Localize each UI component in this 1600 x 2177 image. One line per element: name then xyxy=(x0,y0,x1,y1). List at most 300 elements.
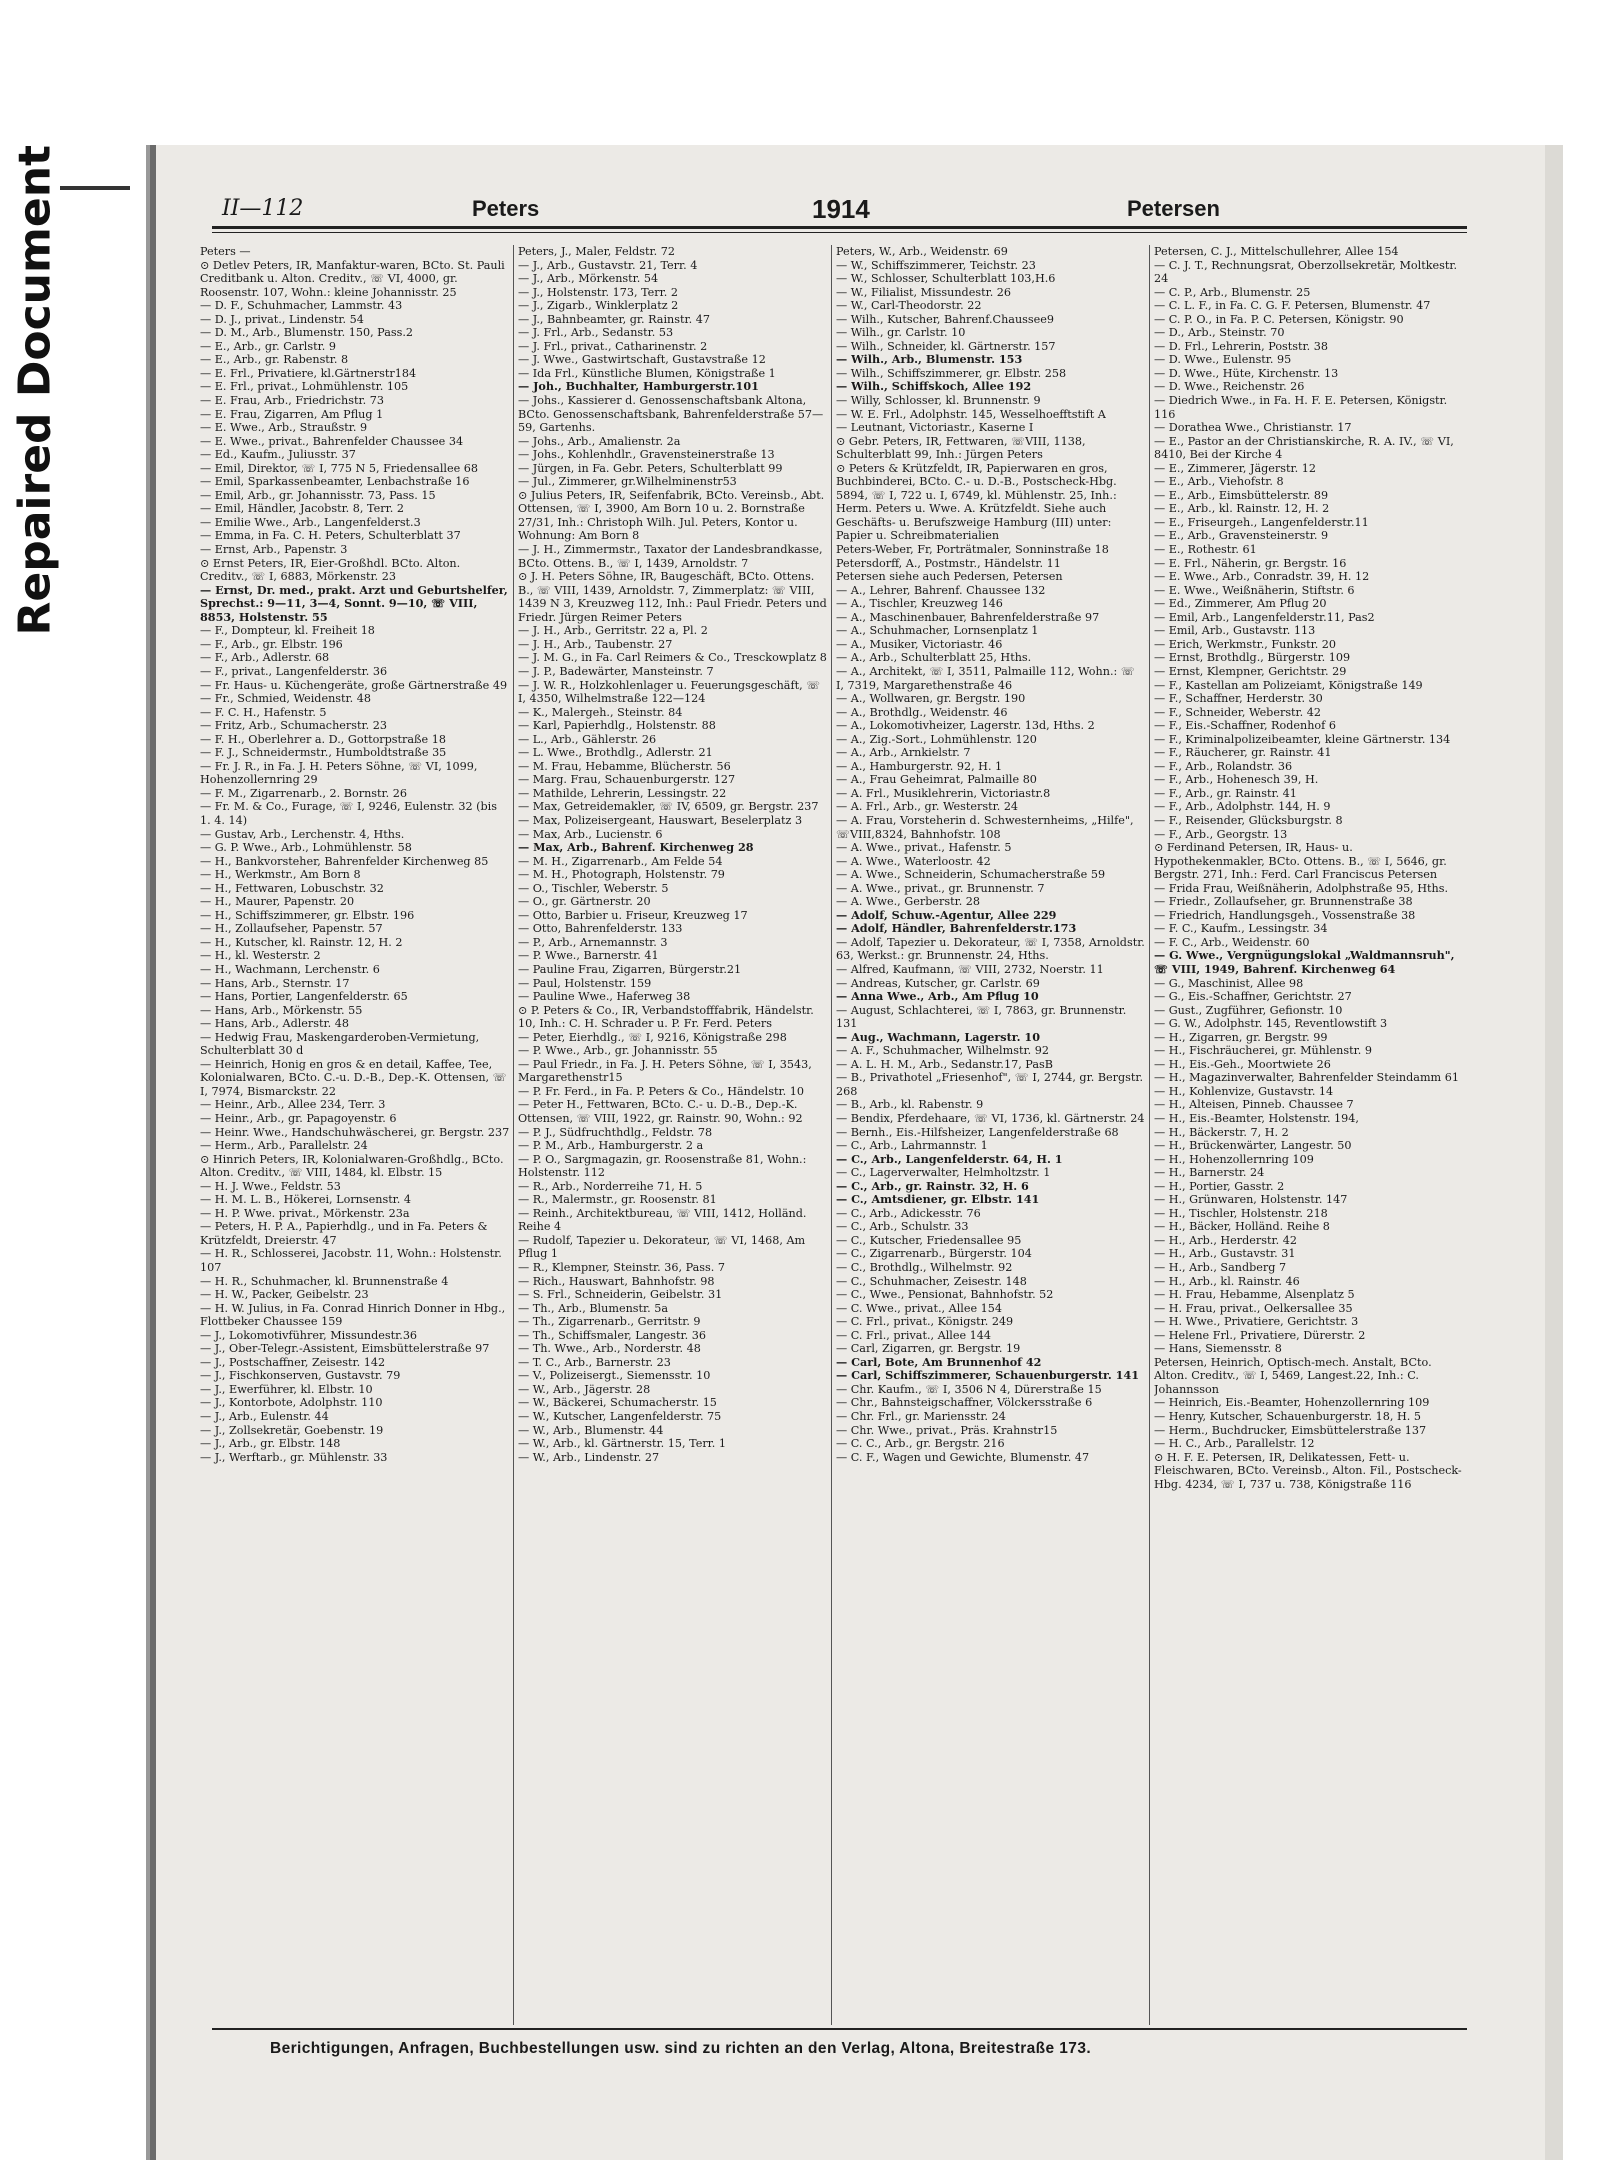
directory-entry: — Emil, Arb., gr. Johannisstr. 73, Pass. 15 xyxy=(200,488,436,502)
footer-notice: Berichtigungen, Anfragen, Buchbestellungen usw. sind zu richten an den Verlag, Altona, Breitestraße 173. xyxy=(270,2040,1092,2057)
directory-entry: ⊙ Hinrich Peters, IR, Kolonialwaren-Großhdlg., BCto. Alton. Creditv., ☏ VIII, 1484, kl. Elbstr. 15 xyxy=(200,1152,504,1180)
header-surname-right: Petersen xyxy=(1127,196,1220,221)
directory-entry: — H., Magazinverwalter, Bahrenfelder Steindamm 61 xyxy=(1154,1071,1459,1085)
directory-entry: — Paul, Holstenstr. 159 xyxy=(518,976,652,990)
directory-entry: — H., Zollaufseher, Papenstr. 57 xyxy=(200,922,383,936)
directory-entry: — Herm., Buchdrucker, Eimsbüttelerstraße 137 xyxy=(1154,1423,1427,1437)
directory-entry: — J., Arb., Gustavstr. 21, Terr. 4 xyxy=(518,258,698,272)
header-rule-thick xyxy=(212,226,1467,229)
directory-entry: — E., Arb., Gravensteinerstr. 9 xyxy=(1154,529,1329,543)
directory-entry: — Th., Zigarrenarb., Gerritstr. 9 xyxy=(518,1315,701,1329)
directory-entry: — H., kl. Westerstr. 2 xyxy=(200,949,321,963)
directory-entry: — W., Bäckerei, Schumacherstr. 15 xyxy=(518,1396,717,1410)
directory-entry: — Gust., Zugführer, Gefionstr. 10 xyxy=(1154,1003,1343,1017)
directory-entry: — C., Lagerverwalter, Helmholtzstr. 1 xyxy=(836,1166,1051,1180)
directory-entry: — C. Wwe., privat., Allee 154 xyxy=(836,1301,1003,1315)
directory-entry: — E. Frau, Arb., Friedrichstr. 73 xyxy=(200,394,384,408)
directory-entry: — H., Schiffszimmerer, gr. Elbstr. 196 xyxy=(200,908,415,922)
directory-entry: — Ernst, Arb., Papenstr. 3 xyxy=(200,543,348,557)
directory-entry: — P., Arb., Arnemannstr. 3 xyxy=(518,935,668,949)
directory-entry: — C., Arb., gr. Rainstr. 32, H. 6 xyxy=(836,1178,1029,1193)
directory-entry: — Bernh., Eis.-Hilfsheizer, Langenfelderstraße 68 xyxy=(836,1125,1119,1139)
directory-entry: — Heinrich, Honig en gros & en detail, Kaffee, Tee, Kolonialwaren, BCto. C.-u. D.-B., Dep.-K. Ottensen, ☏ I, 7974, Bismarckstr. 22 xyxy=(200,1057,507,1098)
directory-entry: — Wilh., gr. Carlstr. 10 xyxy=(836,326,966,340)
directory-entry: — H., Arb., Herderstr. 42 xyxy=(1154,1233,1297,1247)
directory-entry: — A., Schuhmacher, Lornsenplatz 1 xyxy=(836,624,1039,638)
directory-entry: — M. H., Zigarrenarb., Am Felde 54 xyxy=(518,854,723,868)
directory-entry: Peters — xyxy=(200,245,251,258)
directory-entry: — H., Tischler, Holstenstr. 218 xyxy=(1154,1206,1328,1220)
directory-entry: — J., Zollsekretär, Goebenstr. 19 xyxy=(200,1423,384,1437)
directory-entry: — Carl, Bote, Am Brunnenhof 42 xyxy=(836,1354,1042,1369)
directory-entry: — W., Arb., Blumenstr. 44 xyxy=(518,1423,664,1437)
directory-entry: — A., Tischler, Kreuzweg 146 xyxy=(836,597,1003,611)
directory-entry: — C. P., Arb., Blumenstr. 25 xyxy=(1154,285,1311,299)
directory-entry: — Ernst, Brothdlg., Bürgerstr. 109 xyxy=(1154,651,1351,665)
directory-entry: — D. F., Schuhmacher, Lammstr. 43 xyxy=(200,299,403,313)
directory-entry: — Andreas, Kutscher, gr. Carlstr. 69 xyxy=(836,976,1040,990)
directory-entry: — Aug., Wachmann, Lagerstr. 10 xyxy=(836,1029,1040,1044)
repaired-document-label: Repaired Document xyxy=(9,144,61,636)
directory-entry: — Wilh., Schiffskoch, Allee 192 xyxy=(836,379,1032,394)
directory-entry: — O., gr. Gärtnerstr. 20 xyxy=(518,895,651,909)
page-header xyxy=(222,196,1472,230)
directory-entry: — Johs., Arb., Amalienstr. 2a xyxy=(518,434,681,448)
column-4 xyxy=(1154,245,1464,2025)
directory-entry: — H., Eis.-Beamter, Holstenstr. 194, xyxy=(1154,1112,1359,1125)
directory-entry: — A., Architekt, ☏ I, 3511, Palmaille 112, Wohn.: ☏ I, 7319, Margarethenstraße 46 xyxy=(836,664,1135,692)
directory-entry: — F., Schaffner, Herderstr. 30 xyxy=(1154,692,1323,706)
directory-entry: — J., Zigarb., Winklerplatz 2 xyxy=(518,299,679,313)
directory-entry: ⊙ Ferdinand Petersen, IR, Haus- u. Hypothekenmakler, BCto. Ottens. B., ☏ I, 5646, gr. Bergstr. 271, Inh.: Ferd. Carl Franciscus Petersen xyxy=(1154,841,1447,882)
directory-columns xyxy=(200,245,1470,2025)
directory-entry: — H., Arb., Gustavstr. 31 xyxy=(1154,1247,1296,1261)
directory-entry: — W., Carl-Theodorstr. 22 xyxy=(836,299,982,313)
directory-entry: — Max, Polizeisergeant, Hauswart, Beselerplatz 3 xyxy=(518,813,803,827)
directory-entry: — A., Maschinenbauer, Bahrenfelderstraße 97 xyxy=(836,610,1100,624)
directory-entry: — A. Frau, Vorsteherin d. Schwesternheims, „Hilfe", ☏VIII,8324, Bahnhofstr. 108 xyxy=(836,813,1134,841)
directory-entry: — C. Frl., privat., Königstr. 249 xyxy=(836,1315,1014,1329)
directory-entry: Peters-Weber, Fr, Porträtmaler, Sonninstraße 18 xyxy=(836,543,1109,557)
directory-entry: — Ernst, Klempner, Gerichtstr. 29 xyxy=(1154,664,1347,678)
directory-entry: — E. Frl., Näherin, gr. Bergstr. 16 xyxy=(1154,556,1347,570)
directory-entry: — Fr. M. & Co., Furage, ☏ I, 9246, Eulenstr. 32 (bis 1. 4. 14) xyxy=(200,800,498,827)
directory-entry: — A., Brothdlg., Weidenstr. 46 xyxy=(836,705,1008,719)
directory-entry: — A., Zig.-Sort., Lohmühlenstr. 120 xyxy=(836,732,1037,746)
directory-entry: — A. Wwe., Waterloostr. 42 xyxy=(836,854,991,868)
directory-entry: — J., Arb., Mörkenstr. 54 xyxy=(518,272,659,286)
directory-entry: — Emilie Wwe., Arb., Langenfelderst.3 xyxy=(200,515,421,529)
directory-entry: — J., Ewerführer, kl. Elbstr. 10 xyxy=(200,1382,373,1396)
directory-entry: — Wilh., Arb., Blumenstr. 153 xyxy=(836,352,1023,367)
directory-entry: — E., Arb., gr. Carlstr. 9 xyxy=(200,339,336,353)
directory-entry: — Herm., Arb., Parallelstr. 24 xyxy=(200,1139,368,1153)
directory-entry: — D. Wwe., Eulenstr. 95 xyxy=(1154,353,1292,367)
directory-entry: — Wilh., Kutscher, Bahrenf.Chaussee9 xyxy=(836,312,1055,326)
directory-entry: — D. Wwe., Reichenstr. 26 xyxy=(1154,380,1305,394)
directory-entry: — Fr., Schmied, Weidenstr. 48 xyxy=(200,692,371,706)
directory-entry: — P. M., Arb., Hamburgerstr. 2 a xyxy=(518,1139,704,1153)
directory-entry: — O., Tischler, Weberstr. 5 xyxy=(518,881,669,895)
directory-entry: — Adolf, Schuw.-Agentur, Allee 229 xyxy=(836,907,1057,922)
directory-entry: — J., Lokomotivführer, Missundestr.36 xyxy=(200,1328,418,1342)
directory-entry: — C., Kutscher, Friedensallee 95 xyxy=(836,1233,1022,1247)
directory-entry: — F., Reisender, Glücksburgstr. 8 xyxy=(1154,813,1343,827)
directory-entry: — H. P. Wwe. privat., Mörkenstr. 23a xyxy=(200,1206,410,1220)
directory-entry: ⊙ H. F. E. Petersen, IR, Delikatessen, Fett- u. Fleischwaren, BCto. Vereinsb., Alton. Fil., Postscheck-Hbg. 4234, ☏ I, 737 u. 738, Königstraße 116 xyxy=(1154,1450,1462,1491)
directory-entry: — R., Malermstr., gr. Roosenstr. 81 xyxy=(518,1193,717,1207)
directory-entry: — W., Arb., kl. Gärtnerstr. 15, Terr. 1 xyxy=(518,1437,727,1451)
directory-entry: — D. J., privat., Lindenstr. 54 xyxy=(200,312,364,326)
directory-entry: — H. Frau, Hebamme, Alsenplatz 5 xyxy=(1154,1288,1355,1302)
directory-entry: — C., Arb., Langenfelderstr. 64, H. 1 xyxy=(836,1151,1063,1166)
directory-entry: — Ed., Zimmerer, Am Pflug 20 xyxy=(1154,597,1327,611)
directory-entry: ⊙ Detlev Peters, IR, Manfaktur-waren, BCto. St. Pauli Creditbank u. Alton. Creditv., ☏ VI, 4000, gr. Roosenstr. 107, Wohn.: kleine Johannisstr. 25 xyxy=(200,258,505,299)
directory-entry: — Friedr., Zollaufseher, gr. Brunnenstraße 38 xyxy=(1154,895,1413,909)
directory-entry: — E. Frl., Privatiere, kl.Gärtnerstr184 xyxy=(200,366,417,380)
directory-entry: — Alfred, Kaufmann, ☏ VIII, 2732, Noerstr. 11 xyxy=(836,962,1104,976)
directory-entry: — C., Wwe., Pensionat, Bahnhofstr. 52 xyxy=(836,1288,1054,1302)
directory-entry: — H., Maurer, Papenstr. 20 xyxy=(200,895,355,909)
directory-entry: — Max, Arb., Bahrenf. Kirchenweg 28 xyxy=(518,840,754,855)
directory-entry: — D. M., Arb., Blumenstr. 150, Pass.2 xyxy=(200,326,414,340)
directory-entry: — Emil, Arb., Langenfelderstr.11, Pas2 xyxy=(1154,610,1375,624)
directory-entry: — F., privat., Langenfelderstr. 36 xyxy=(200,664,388,678)
directory-entry: — H., Hohenzollernring 109 xyxy=(1154,1152,1314,1166)
directory-entry: — F., Räucherer, gr. Rainstr. 41 xyxy=(1154,746,1332,760)
directory-entry: — D., Arb., Steinstr. 70 xyxy=(1154,326,1285,340)
directory-entry: — Hans, Arb., Sternstr. 17 xyxy=(200,976,350,990)
directory-entry: — R., Arb., Norderreihe 71, H. 5 xyxy=(518,1179,703,1193)
directory-entry: — C. P. O., in Fa. P. C. Petersen, Königstr. 90 xyxy=(1154,312,1404,326)
directory-entry: — C., Arb., Adickesstr. 76 xyxy=(836,1206,981,1220)
directory-entry: — H., Kohlenvize, Gustavstr. 14 xyxy=(1154,1084,1334,1098)
directory-entry: — H., Arb., Sandberg 7 xyxy=(1154,1261,1287,1275)
directory-entry: — D. Wwe., Hüte, Kirchenstr. 13 xyxy=(1154,366,1339,380)
directory-entry: — H., Fischräucherei, gr. Mühlenstr. 9 xyxy=(1154,1044,1372,1058)
directory-entry: — E. Wwe., Arb., Straußstr. 9 xyxy=(200,421,368,435)
directory-entry: — H. Wwe., Privatiere, Gerichtstr. 3 xyxy=(1154,1315,1359,1329)
directory-entry: — E., Arb., kl. Rainstr. 12, H. 2 xyxy=(1154,502,1330,516)
directory-entry: — A., Frau Geheimrat, Palmaille 80 xyxy=(836,773,1037,787)
directory-entry: — H., Wachmann, Lerchenstr. 6 xyxy=(200,962,380,976)
directory-entry: — H., Arb., kl. Rainstr. 46 xyxy=(1154,1274,1300,1288)
directory-entry: — H., Brückenwärter, Langestr. 50 xyxy=(1154,1139,1352,1153)
directory-entry: — Henry, Kutscher, Schauenburgerstr. 18, H. 5 xyxy=(1154,1410,1421,1424)
directory-entry: — Johs., Kassierer d. Genossenschaftsbank Altona, BCto. Genossenschaftsbank, Bahrenfelderstraße 57—59, Gartenhs. xyxy=(518,394,824,435)
directory-entry: — Max, Getreidemakler, ☏ IV, 6509, gr. Bergstr. 237 xyxy=(518,800,819,814)
directory-entry: — E., Pastor an der Christianskirche, R. A. IV., ☏ VI, 8410, Bei der Kirche 4 xyxy=(1154,434,1454,462)
directory-entry: — C., Arb., Lahrmannstr. 1 xyxy=(836,1139,988,1153)
directory-entry: — F., Kastellan am Polizeiamt, Königstraße 149 xyxy=(1154,678,1423,692)
directory-entry: — H., Grünwaren, Holstenstr. 147 xyxy=(1154,1193,1348,1207)
directory-entry: — A., Arb., Arnkielstr. 7 xyxy=(836,746,971,760)
margin-mark xyxy=(60,186,130,190)
directory-entry: — A. F., Schuhmacher, Wilhelmstr. 92 xyxy=(836,1044,1049,1058)
directory-entry: — E., Arb., Eimsbüttelerstr. 89 xyxy=(1154,488,1329,502)
directory-entry: — Peter H., Fettwaren, BCto. C.- u. D.-B., Dep.-K. Ottensen, ☏ VIII, 1922, gr. Rainstr. 90, Wohn.: 92 xyxy=(518,1098,803,1125)
directory-entry: — A., Wollwaren, gr. Bergstr. 190 xyxy=(836,692,1026,706)
directory-entry: — V., Polizeisergt., Siemensstr. 10 xyxy=(518,1369,711,1383)
directory-entry: — Rich., Hauswart, Bahnhofstr. 98 xyxy=(518,1274,715,1288)
directory-entry: Petersen, C. J., Mittelschullehrer, Allee 154 xyxy=(1154,245,1399,258)
directory-entry: Petersdorff, A., Postmstr., Händelstr. 11 xyxy=(836,556,1061,570)
directory-entry: Petersen siehe auch Pedersen, Petersen xyxy=(836,570,1063,584)
directory-entry: — A., Lokomotivheizer, Lagerstr. 13d, Hths. 2 xyxy=(836,719,1095,733)
directory-entry: — Ed., Kaufm., Juliusstr. 37 xyxy=(200,448,356,462)
directory-entry: — F., Schneider, Weberstr. 42 xyxy=(1154,705,1322,719)
directory-entry: — Carl, Zigarren, gr. Bergstr. 19 xyxy=(836,1342,1021,1356)
directory-entry: — Willy, Schlosser, kl. Brunnenstr. 9 xyxy=(836,394,1041,408)
directory-entry: — Paul Friedr., in Fa. J. H. Peters Söhne, ☏ I, 3543, Margarethenstr15 xyxy=(518,1057,812,1085)
directory-entry: — F. M., Zigarrenarb., 2. Bornstr. 26 xyxy=(200,786,407,800)
directory-entry: — E., Arb., gr. Rabenstr. 8 xyxy=(200,353,349,367)
directory-entry: — W., Arb., Jägerstr. 28 xyxy=(518,1382,651,1396)
directory-entry: — J. M. G., in Fa. Carl Reimers & Co., Tresckowplatz 8 xyxy=(518,651,827,665)
directory-entry: ⊙ Julius Peters, IR, Seifenfabrik, BCto. Vereinsb., Abt. Ottensen, ☏ I, 3900, Am Born 10 u. 2. Bornstraße 27/31, Inh.: Christoph Wilh. Jul. Peters, Kontor u. Wohnung: Am Born 8 xyxy=(518,488,825,543)
directory-entry: — H., Alteisen, Pinneb. Chaussee 7 xyxy=(1154,1098,1354,1112)
header-year: 1914 xyxy=(812,194,870,224)
directory-entry: — H., Bankvorsteher, Bahrenfelder Kirchenweg 85 xyxy=(200,854,489,868)
directory-entry: — Wilh., Schneider, kl. Gärtnerstr. 157 xyxy=(836,339,1056,353)
directory-entry: — H. W., Packer, Geibelstr. 23 xyxy=(200,1288,369,1302)
directory-entry: — T. C., Arb., Barnerstr. 23 xyxy=(518,1355,671,1369)
directory-entry: — H., Bäckerstr. 7, H. 2 xyxy=(1154,1125,1289,1139)
directory-entry: — Joh., Buchhalter, Hamburgerstr.101 xyxy=(518,379,759,394)
directory-entry: — Chr. Frl., gr. Mariensstr. 24 xyxy=(836,1410,1006,1424)
column-2 xyxy=(518,245,828,2025)
directory-entry: — P. Wwe., Barnerstr. 41 xyxy=(518,949,659,963)
directory-entry: — J., Bahnbeamter, gr. Rainstr. 47 xyxy=(518,312,710,326)
directory-entry: — C., Amtsdiener, gr. Elbstr. 141 xyxy=(836,1192,1040,1207)
directory-entry: — H., Eis.-Geh., Moortwiete 26 xyxy=(1154,1057,1331,1071)
header-rule-thin xyxy=(212,232,1467,233)
directory-entry: — J. Frl., Arb., Sedanstr. 53 xyxy=(518,326,674,340)
directory-entry: — Fritz, Arb., Schumacherstr. 23 xyxy=(200,719,387,733)
directory-entry: — Emma, in Fa. C. H. Peters, Schulterblatt 37 xyxy=(200,529,461,543)
directory-entry: — A. Wwe., privat., Hafenstr. 5 xyxy=(836,841,1012,855)
directory-entry: — Heinr., Arb., gr. Papagoyenstr. 6 xyxy=(200,1112,397,1125)
directory-entry: — H., Kutscher, kl. Rainstr. 12, H. 2 xyxy=(200,935,403,949)
directory-entry: — F., Arb., Adlerstr. 68 xyxy=(200,651,330,665)
directory-entry: — J. H., Zimmermstr., Taxator der Landesbrandkasse, BCto. Ottens. B., ☏ I, 1439, Arnoldstr. 7 xyxy=(518,543,823,570)
directory-entry: — K., Malergeh., Steinstr. 84 xyxy=(518,705,683,719)
directory-entry: — F., Arb., gr. Rainstr. 41 xyxy=(1154,786,1297,800)
directory-entry: — A., Arb., Schulterblatt 25, Hths. xyxy=(836,651,1032,665)
directory-entry: — W. E. Frl., Adolphstr. 145, Wesselhoefftstift A xyxy=(836,407,1106,421)
directory-entry: — Ernst, Dr. med., prakt. Arzt und Geburtshelfer, Sprechst.: 9—11, 3—4, Sonnt. 9—10, ☏ VIII, 8853, Holstenstr. 55 xyxy=(200,582,508,624)
directory-entry: — Emil, Arb., Gustavstr. 113 xyxy=(1154,624,1316,638)
directory-entry: — J., Kontorbote, Adolphstr. 110 xyxy=(200,1396,383,1410)
directory-entry: — Chr. Wwe., privat., Präs. Krahnstr15 xyxy=(836,1423,1058,1437)
directory-entry: — Adolf, Händler, Bahrenfelderstr.173 xyxy=(836,921,1077,936)
directory-entry: — E. Wwe., privat., Bahrenfelder Chaussee 34 xyxy=(200,434,464,448)
directory-entry: — F. H., Oberlehrer a. D., Gottorpstraße 18 xyxy=(200,732,446,746)
directory-entry: — Diedrich Wwe., in Fa. H. F. E. Petersen, Königstr. 116 xyxy=(1154,394,1448,421)
directory-entry: — G., Eis.-Schaffner, Gerichtstr. 27 xyxy=(1154,990,1352,1004)
directory-entry: — Bendix, Pferdehaare, ☏ VI, 1736, kl. Gärtnerstr. 24 xyxy=(836,1112,1145,1125)
column-1 xyxy=(200,245,510,2025)
directory-entry: — H., Zigarren, gr. Bergstr. 99 xyxy=(1154,1030,1328,1044)
directory-entry: — H. J. Wwe., Feldstr. 53 xyxy=(200,1179,341,1193)
directory-entry: — H. C., Arb., Parallelstr. 12 xyxy=(1154,1437,1315,1451)
directory-entry: — G. W., Adolphstr. 145, Reventlowstift 3 xyxy=(1154,1017,1388,1031)
directory-entry: — F., Kriminalpolizeibeamter, kleine Gärtnerstr. 134 xyxy=(1154,732,1451,746)
directory-entry: — J., Postschaffner, Zeisestr. 142 xyxy=(200,1355,386,1369)
directory-entry: — F., Arb., Adolphstr. 144, H. 9 xyxy=(1154,800,1331,814)
directory-entry: — Mathilde, Lehrerin, Lessingstr. 22 xyxy=(518,786,727,800)
directory-entry: Petersen, Heinrich, Optisch-mech. Anstalt, BCto. Alton. Creditv., ☏ I, 5469, Langest.22, Inh.: C. Johannsson xyxy=(1154,1355,1432,1396)
directory-entry: — Marg. Frau, Schauenburgerstr. 127 xyxy=(518,773,736,787)
directory-entry: — C. L. F., in Fa. C. G. F. Petersen, Blumenstr. 47 xyxy=(1154,299,1431,313)
directory-entry: — E. Wwe., Arb., Conradstr. 39, H. 12 xyxy=(1154,570,1370,584)
directory-entry: — F., Arb., Georgstr. 13 xyxy=(1154,827,1288,841)
directory-entry: — R., Klempner, Steinstr. 36, Pass. 7 xyxy=(518,1261,726,1275)
directory-entry: — Leutnant, Victoriastr., Kaserne I xyxy=(836,421,1034,435)
directory-entry: — A. L. H. M., Arb., Sedanstr.17, PasB xyxy=(836,1057,1053,1071)
directory-entry: — B., Arb., kl. Rabenstr. 9 xyxy=(836,1098,984,1112)
directory-entry: — H. Frau, privat., Oelkersallee 35 xyxy=(1154,1301,1353,1315)
directory-entry: — E., Rothestr. 61 xyxy=(1154,543,1257,557)
directory-entry: — G. Wwe., Vergnügungslokal „Waldmannsruh", ☏ VIII, 1949, Bahrenf. Kirchenweg 64 xyxy=(1154,948,1455,976)
directory-entry: ⊙ P. Peters & Co., IR, Verbandstofffabrik, Händelstr. 10, Inh.: C. H. Schrader u. P. Fr. Ferd. Peters xyxy=(518,1003,814,1031)
directory-entry: — B., Privathotel „Friesenhof", ☏ I, 2744, gr. Bergstr. 268 xyxy=(836,1071,1144,1098)
directory-entry: — A. Wwe., Gerberstr. 28 xyxy=(836,895,981,909)
directory-entry: — Max, Arb., Lucienstr. 6 xyxy=(518,827,663,841)
directory-entry: — E., Zimmerer, Jägerstr. 12 xyxy=(1154,461,1316,475)
directory-entry: Peters, J., Maler, Feldstr. 72 xyxy=(518,245,676,258)
directory-entry: — Carl, Schiffszimmerer, Schauenburgerstr. 141 xyxy=(836,1368,1140,1383)
directory-entry: — Fr. J. R., in Fa. J. H. Peters Söhne, ☏ VI, 1099, Hohenzollernring 29 xyxy=(200,759,478,787)
directory-entry: — Hans, Siemensstr. 8 xyxy=(1154,1342,1282,1356)
directory-entry: — J. H., Arb., Gerritstr. 22 a, Pl. 2 xyxy=(518,624,708,638)
directory-entry: — Heinr., Arb., Allee 234, Terr. 3 xyxy=(200,1098,386,1112)
directory-entry: — Erich, Werkmstr., Funkstr. 20 xyxy=(1154,637,1337,651)
directory-entry: Peters, W., Arb., Weidenstr. 69 xyxy=(836,245,1008,258)
directory-entry: — P. O., Sargmagazin, gr. Roosenstraße 81, Wohn.: Holstenstr. 112 xyxy=(518,1152,807,1180)
directory-entry: — G. P. Wwe., Arb., Lohmühlenstr. 58 xyxy=(200,841,412,855)
directory-entry: ⊙ Peters & Krützfeldt, IR, Papierwaren en gros, Buchbinderei, BCto. C.- u. D.-B., Postscheck-Hbg. 5894, ☏ I, 722 u. I, 6749, kl. Mühlenstr. 25, Inh.: Herm. Peters u. Wwe. A. Krützfeldt. Siehe auch Geschäfts- u. Berufszweige Hamburg (III) unter: Papier u. Schreibmaterialien xyxy=(836,461,1117,543)
directory-entry: — A., Hamburgerstr. 92, H. 1 xyxy=(836,759,1003,773)
footer-rule xyxy=(212,2028,1467,2030)
directory-entry: — F. C., Arb., Weidenstr. 60 xyxy=(1154,935,1310,949)
directory-entry: — M. H., Photograph, Holstenstr. 79 xyxy=(518,868,725,882)
directory-entry: — W., Schlosser, Schulterblatt 103,H.6 xyxy=(836,272,1056,286)
directory-entry: — Karl, Papierhdlg., Holstenstr. 88 xyxy=(518,719,716,733)
directory-entry: ⊙ Gebr. Peters, IR, Fettwaren, ☏VIII, 1138, Schulterblatt 99, Inh.: Jürgen Peters xyxy=(836,434,1086,462)
directory-entry: — L. Wwe., Brothdlg., Adlerstr. 21 xyxy=(518,746,713,760)
directory-entry: — Th., Schiffsmaler, Langestr. 36 xyxy=(518,1328,706,1342)
directory-entry: — J. Frl., privat., Catharinenstr. 2 xyxy=(518,339,708,353)
directory-entry: — August, Schlachterei, ☏ I, 7863, gr. Brunnenstr. 131 xyxy=(836,1003,1127,1031)
directory-entry: ⊙ Ernst Peters, IR, Eier-Großhdl. BCto. Alton. Creditv., ☏ I, 6883, Mörkenstr. 23 xyxy=(200,556,461,584)
directory-entry: — J., Arb., gr. Elbstr. 148 xyxy=(200,1437,341,1451)
directory-entry: — P. Wwe., Arb., gr. Johannisstr. 55 xyxy=(518,1044,718,1058)
directory-entry: — Emil, Sparkassenbeamter, Lenbachstraße 16 xyxy=(200,475,470,489)
directory-entry: — W., Filialist, Missundestr. 26 xyxy=(836,285,1012,299)
directory-entry: — Friedrich, Handlungsgeh., Vossenstraße 38 xyxy=(1154,908,1416,922)
directory-entry: — C. Frl., privat., Allee 144 xyxy=(836,1328,992,1342)
directory-entry: — W., Schiffszimmerer, Teichstr. 23 xyxy=(836,258,1036,272)
directory-entry: — Adolf, Tapezier u. Dekorateur, ☏ I, 7358, Arnoldstr. 63, Werkst.: gr. Brunnenstr. 24, Hths. xyxy=(836,935,1145,963)
directory-entry: — A. Wwe., privat., gr. Brunnenstr. 7 xyxy=(836,881,1045,895)
directory-entry: ⊙ J. H. Peters Söhne, IR, Baugeschäft, BCto. Ottens. B., ☏ VIII, 1439, Arnoldstr. 7, Zimmerplatz: ☏ VIII, 1439 N 3, Kreuzweg 112, Inh.: Paul Friedr. Peters und Friedr. Jürgen Reimer Peters xyxy=(518,570,827,624)
directory-entry: — E., Arb., Viehofstr. 8 xyxy=(1154,475,1284,489)
directory-entry: — J. W. R., Holzkohlenlager u. Feuerungsgeschäft, ☏ I, 4350, Wilhelmstraße 122—124 xyxy=(518,678,821,706)
directory-entry: — Chr. Kaufm., ☏ I, 3506 N 4, Dürerstraße 15 xyxy=(836,1382,1102,1396)
directory-entry: — E. Frau, Zigarren, Am Pflug 1 xyxy=(200,407,384,421)
directory-entry: — J., Werftarb., gr. Mühlenstr. 33 xyxy=(200,1450,388,1464)
directory-entry: — H. R., Schlosserei, Jacobstr. 11, Wohn.: Holstenstr. 107 xyxy=(200,1247,502,1275)
directory-entry: — Ida Frl., Künstliche Blumen, Königstraße 1 xyxy=(518,366,776,380)
directory-entry: — J., Fischkonserven, Gustavstr. 79 xyxy=(200,1369,401,1383)
directory-entry: — C. C., Arb., gr. Bergstr. 216 xyxy=(836,1437,1005,1451)
directory-entry: — A., Lehrer, Bahrenf. Chaussee 132 xyxy=(836,583,1046,597)
directory-entry: — Pauline Frau, Zigarren, Bürgerstr.21 xyxy=(518,962,742,976)
directory-entry: — J., Arb., Eulenstr. 44 xyxy=(200,1410,329,1424)
directory-entry: — C., Arb., Schulstr. 33 xyxy=(836,1220,969,1234)
directory-entry: — F., Arb., gr. Elbstr. 196 xyxy=(200,637,343,651)
directory-entry: — A. Wwe., Schneiderin, Schumacherstraße 59 xyxy=(836,868,1106,882)
directory-entry: — J. H., Arb., Taubenstr. 27 xyxy=(518,637,673,651)
directory-entry: — Peter, Eierhdlg., ☏ I, 9216, Königstraße 298 xyxy=(518,1030,787,1044)
directory-entry: — Heinrich, Eis.-Beamter, Hohenzollernring 109 xyxy=(1154,1396,1430,1410)
directory-entry: — F. C., Kaufm., Lessingstr. 34 xyxy=(1154,922,1328,936)
directory-entry: — G., Maschinist, Allee 98 xyxy=(1154,976,1304,990)
directory-entry: — F. J., Schneidermstr., Humboldtstraße 35 xyxy=(200,746,447,760)
directory-entry: — Anna Wwe., Arb., Am Pflug 10 xyxy=(836,989,1039,1004)
directory-entry: — J. P., Badewärter, Mansteinstr. 7 xyxy=(518,664,714,678)
directory-entry: — H., Fettwaren, Lobuschstr. 32 xyxy=(200,881,384,895)
directory-entry: — Th. Wwe., Arb., Norderstr. 48 xyxy=(518,1342,701,1356)
directory-entry: — F. C. H., Hafenstr. 5 xyxy=(200,705,327,719)
directory-entry: — Johs., Kohlenhdlr., Gravensteinerstraße 13 xyxy=(518,448,775,462)
directory-entry: — Heinr. Wwe., Handschuhwäscherei, gr. Bergstr. 237 xyxy=(200,1125,510,1139)
directory-entry: — Emil, Direktor, ☏ I, 775 N 5, Friedensallee 68 xyxy=(200,461,479,475)
directory-entry: — Th., Arb., Blumenstr. 5a xyxy=(518,1301,669,1315)
directory-entry: — E., Friseurgeh., Langenfelderstr.11 xyxy=(1154,515,1369,529)
directory-entry: — A. Frl., Arb., gr. Westerstr. 24 xyxy=(836,800,1019,814)
directory-entry: — F., Arb., Rolandstr. 36 xyxy=(1154,759,1293,773)
directory-entry: — H., Werkmstr., Am Born 8 xyxy=(200,868,361,882)
header-surname-left: Peters xyxy=(472,196,540,221)
directory-entry: — F., Arb., Hohenesch 39, H. xyxy=(1154,773,1319,787)
directory-entry: — Jul., Zimmerer, gr.Wilhelminenstr53 xyxy=(518,475,737,489)
directory-entry: — E. Frl., privat., Lohmühlenstr. 105 xyxy=(200,380,409,394)
directory-entry: — A. Frl., Musiklehrerin, Victoriastr.8 xyxy=(836,786,1051,800)
directory-entry: — Wilh., Schiffszimmerer, gr. Elbstr. 258 xyxy=(836,366,1067,380)
directory-entry: — H., Portier, Gasstr. 2 xyxy=(1154,1179,1285,1193)
directory-entry: — Reinh., Architektbureau, ☏ VIII, 1412, Holländ. Reihe 4 xyxy=(518,1206,807,1234)
directory-entry: — F., Dompteur, kl. Freiheit 18 xyxy=(200,624,375,638)
directory-entry: — Chr., Bahnsteigschaffner, Völckersstraße 6 xyxy=(836,1396,1093,1410)
directory-entry: — Jürgen, in Fa. Gebr. Peters, Schulterblatt 99 xyxy=(518,461,783,475)
directory-entry: — Emil, Händler, Jacobstr. 8, Terr. 2 xyxy=(200,502,404,516)
directory-entry: — H., Bäcker, Holländ. Reihe 8 xyxy=(1154,1220,1330,1234)
directory-entry: — W., Kutscher, Langenfelderstr. 75 xyxy=(518,1410,722,1424)
directory-entry: — Fr. Haus- u. Küchengeräte, große Gärtnerstraße 49 xyxy=(200,678,508,692)
directory-entry: — D. Frl., Lehrerin, Poststr. 38 xyxy=(1154,339,1328,353)
directory-entry: — A., Musiker, Victoriastr. 46 xyxy=(836,637,1003,651)
directory-entry: — H. W. Julius, in Fa. Conrad Hinrich Donner in Hbg., Flottbeker Chaussee 159 xyxy=(200,1301,506,1329)
page-number: II—112 xyxy=(222,196,304,221)
directory-entry: — Gustav, Arb., Lerchenstr. 4, Hths. xyxy=(200,827,405,841)
directory-entry: — Hans, Arb., Adlerstr. 48 xyxy=(200,1017,349,1031)
directory-entry: — Otto, Bahrenfelderstr. 133 xyxy=(518,922,683,936)
directory-entry: — C. J. T., Rechnungsrat, Oberzollsekretär, Moltkestr. 24 xyxy=(1154,258,1458,286)
directory-entry: — Frida Frau, Weißnäherin, Adolphstraße 95, Hths. xyxy=(1154,881,1449,895)
directory-entry: — L., Arb., Gählerstr. 26 xyxy=(518,732,657,746)
